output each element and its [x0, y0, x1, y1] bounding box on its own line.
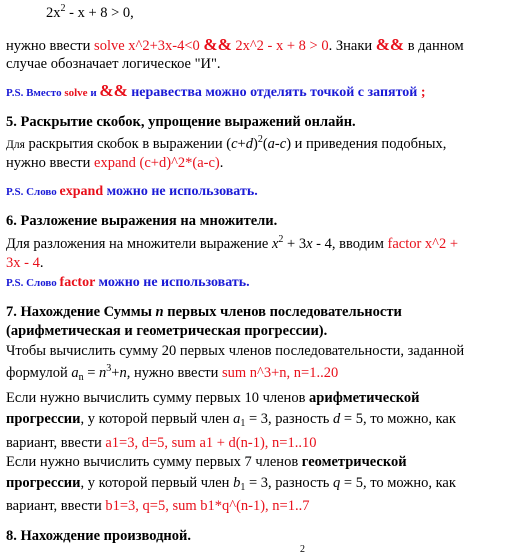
- section-7-title-2: (арифметическая и геометрическая прогрессии).: [6, 323, 328, 339]
- inequality-line: $2x^2 - x + 8 > 0$,: [46, 3, 134, 21]
- section-7-text-3: Если нужно вычислить сумму первых 10 членов арифметической: [6, 390, 420, 406]
- arith-sum-command: a1=3, d=5, sum a1 + d(n-1), n=1..10: [105, 435, 317, 451]
- section-6-text-1: Для разложения на множители выражение $x^2 + 3x - 4$, вводим factor x^2 +: [6, 234, 459, 252]
- solve-command: solve x^2+3x-4<0: [94, 38, 204, 54]
- solve-instruction-line: нужно ввести solve x^2+3x-4<0 && 2x^2 - x + 8 > 0. Знаки && в данном: [6, 35, 464, 54]
- section-6-text-2: 3x - 4.: [6, 255, 44, 271]
- section-7-text-1: Чтобы вычислить сумму 20 первых членов последовательности, заданной: [6, 343, 465, 359]
- sum-command: sum n^3+n, n=1..20: [222, 365, 339, 381]
- cut-off-superscript: 2: [300, 544, 305, 555]
- section-7-text-4: прогрессии, у которой первый член $a_1 = 3$, разность d = 5, то можно, как: [6, 411, 456, 429]
- section-7-text-6: Если нужно вычислить сумму первых 7 членов геометрической: [6, 454, 407, 470]
- ps-note-expand: P.S. Слово expand можно не использовать.: [6, 184, 258, 199]
- section-7-text-7: прогрессии, у которой первый член $b_1 = 3$, разность q = 5, то можно, как: [6, 475, 456, 493]
- geom-sum-command: b1=3, q=5, sum b1*q^(n-1), n=1..7: [105, 498, 310, 514]
- section-7-text-8: вариант, ввести b1=3, q=5, sum b1*q^(n-1), n=1..7: [6, 498, 310, 514]
- factor-command: factor x^2 +: [387, 236, 459, 252]
- section-5-text-1: Для раскрытия скобок в выражении $(c+d)^2(a-c)$ и приведения подобных,: [6, 134, 447, 152]
- solve-instruction-line-2: случае обозначает логическое "И".: [6, 56, 221, 72]
- section-6-title: 6. Разложение выражения на множители.: [6, 213, 278, 229]
- section-7-text-5: вариант, ввести a1=3, d=5, sum a1 + d(n-1), n=1..10: [6, 435, 317, 451]
- ps-note-factor: P.S. Слово factor можно не использовать.: [6, 275, 250, 290]
- section-7-title: 7. Нахождение Суммы n первых членов последовательности: [6, 304, 402, 320]
- section-8-title: 8. Нахождение производной.: [6, 528, 192, 544]
- section-5-text-2: нужно ввести expand (c+d)^2*(a-c).: [6, 155, 224, 171]
- section-5-title: 5. Раскрытие скобок, упрощение выражений онлайн.: [6, 114, 356, 130]
- expand-command: expand (c+d)^2*(a-c): [94, 155, 220, 171]
- section-7-text-2: формулой $a_n = n^3+n$, нужно ввести sum n^3+n, n=1..20: [6, 363, 339, 383]
- ps-note-semicolon: P.S. Вместо solve и && неравества можно отделять точкой с запятой ;: [6, 81, 426, 100]
